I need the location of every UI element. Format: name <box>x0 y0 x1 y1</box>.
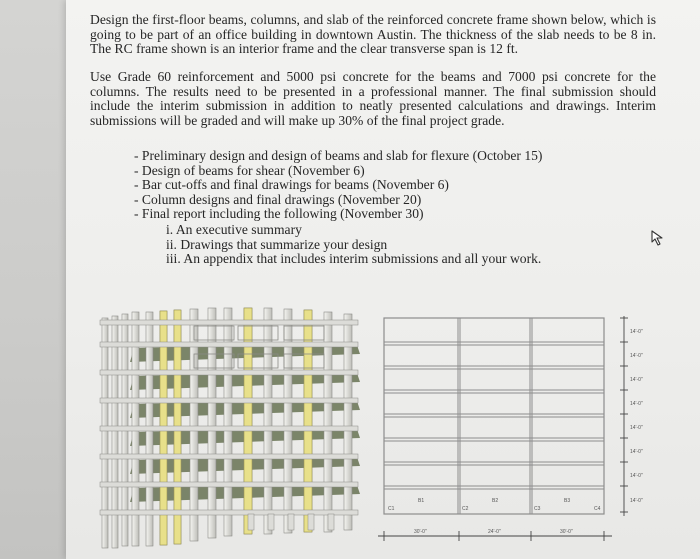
problem-statement-paragraph: Design the first-floor beams, columns, and slab of the reinforced concrete frame shown below, which is going to be part of an office building in downtown Austin. The thickness of the slab needs to be 8 in. The RC frame shown is an interior frame and the clear transverse span is 12 ft. <box>90 12 656 57</box>
frame-3d-rendering <box>98 302 368 554</box>
bay-dimension: 30'-0" <box>414 529 427 535</box>
deliverable-item: - Bar cut-offs and final drawings for beams (November 6) <box>134 177 449 193</box>
deliverable-item: - Preliminary design and design of beams and slab for flexure (October 15) <box>134 148 543 163</box>
story-dimension: 14'-0" <box>630 329 643 335</box>
mouse-cursor-icon <box>651 230 665 246</box>
column-label: C2 <box>462 506 469 512</box>
deliverable-item: - Column designs and final drawings (November 20) <box>134 191 422 207</box>
bay-dimension: 30'-0" <box>560 529 573 535</box>
deliverables-list <box>134 149 542 222</box>
column-label: C3 <box>534 506 541 512</box>
report-subitem: iii. An appendix that includes interim submissions and all your work. <box>166 251 542 267</box>
beam-label: B3 <box>564 498 571 504</box>
column-label: C4 <box>594 506 601 512</box>
story-dimension: 14'-0" <box>630 401 643 407</box>
story-dimension: 14'-0" <box>630 449 643 455</box>
deliverable-item: - Design of beams for shear (November 6) <box>134 162 365 178</box>
document-page <box>66 0 700 559</box>
deliverable-item: - Final report including the following (November 30) <box>134 206 424 222</box>
requirements-paragraph: Use Grade 60 reinforcement and 5000 psi concrete for the beams and 7000 psi concrete for the columns. The results need to be presented in a professional manner. The final submission should include the interim submission in addition to neatly presented calculations and drawings. Interim submissions will be graded and will make up 30% of the final project grade. <box>90 69 656 129</box>
column-label: C1 <box>388 506 395 512</box>
story-dimension: 14'-0" <box>630 425 643 431</box>
final-report-sublist <box>166 223 541 267</box>
bay-dimension: 24'-0" <box>488 529 501 535</box>
beam-label: B1 <box>418 498 425 504</box>
beam-label: B2 <box>492 498 499 504</box>
story-dimension: 14'-0" <box>630 498 643 504</box>
story-dimension: 14'-0" <box>630 377 643 383</box>
story-dimension: 14'-0" <box>630 353 643 359</box>
report-subitem: i. An executive summary <box>166 222 302 237</box>
story-dimension: 14'-0" <box>630 473 643 479</box>
report-subitem: ii. Drawings that summarize your design <box>166 236 388 252</box>
frame-elevation-drawing <box>376 312 666 552</box>
